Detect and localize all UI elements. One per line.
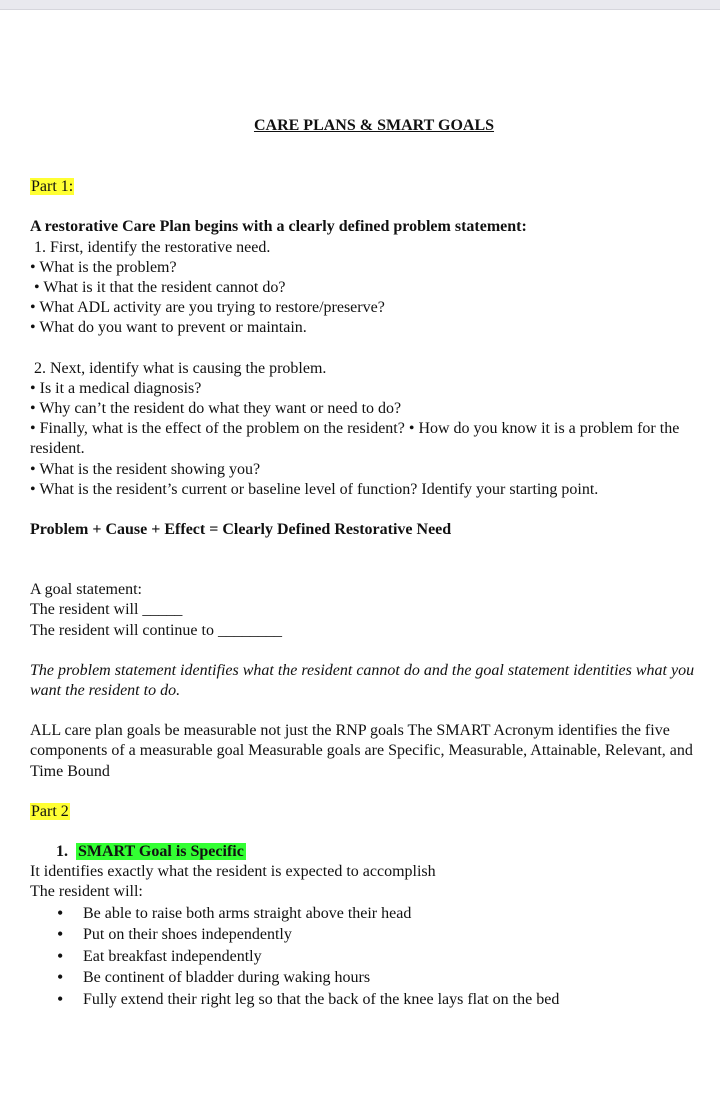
spacer [30, 197, 710, 217]
part2-highlight: Part 2 [31, 802, 69, 820]
goal-line-1-blank: _____ [142, 601, 183, 619]
list-item: • Eat breakfast independently [30, 946, 710, 968]
specific-description: It identifies exactly what the resident is expected to accomplish [30, 863, 436, 881]
list-item: • What do you want to prevent or maintain. [30, 318, 710, 338]
list-item: • Finally, what is the effect of the problem on the resident? • How do you know it is a problem for the resident. [30, 419, 710, 459]
spacer [30, 500, 710, 520]
document-title: CARE PLANS & SMART GOALS [253, 117, 495, 134]
list-item: • What is the problem? [30, 258, 710, 278]
goal-line-1-text: The resident will [30, 601, 143, 619]
list-item: • Be continent of bladder during waking hours [30, 967, 710, 989]
goal-line-2 [30, 621, 710, 641]
list-item: • What ADL activity are you trying to restore/preserve? [30, 298, 710, 318]
list-item: • What is the resident showing you? [30, 460, 710, 480]
goal-statement-label: A goal statement: [30, 581, 142, 599]
specific-intro: The resident will: [30, 883, 143, 901]
problem-heading: A restorative Care Plan begins with a clearly defined problem statement: [30, 218, 527, 236]
part1-highlight: Part 1: [31, 178, 74, 196]
formula-text: Problem + Cause + Effect = Clearly Defined Restorative Need [30, 521, 452, 539]
specific-heading [30, 842, 710, 862]
spacer [30, 641, 710, 661]
part1-label [30, 177, 710, 197]
spacer [30, 540, 710, 580]
list-item: • Be able to raise both arms straight above their head [30, 903, 710, 925]
goal-line-2-blank: ________ [217, 621, 282, 639]
smart-paragraph: ALL care plan goals be measurable not just the RNP goals The SMART Acronym identifies the five components of a measurable goal Measurable goals are Specific, Measurable, Attainable, Relevant, and Time Bound [30, 722, 693, 780]
list-item: • Is it a medical diagnosis? [30, 379, 710, 399]
goal-line-2-text: The resident will continue to [30, 621, 218, 639]
list-item: • Why can’t the resident do what they want or need to do? [30, 399, 710, 419]
goal-line-1 [30, 600, 710, 620]
list-item: • Fully extend their right leg so that the back of the knee lays flat on the bed [30, 989, 710, 1011]
spacer [30, 782, 710, 802]
step1-bullet-list [30, 258, 710, 339]
specific-heading-highlight: SMART Goal is Specific [78, 843, 244, 861]
spacer [30, 339, 710, 359]
document-page [30, 116, 710, 1011]
list-item: • Put on their shoes independently [30, 924, 710, 946]
list-item: • What is it that the resident cannot do? [30, 278, 710, 298]
specific-goal-list [30, 903, 710, 1011]
step2-text: 2. Next, identify what is causing the problem. [34, 359, 327, 377]
specific-number: 1. [56, 843, 68, 861]
spacer [30, 822, 710, 842]
part2-label [30, 802, 710, 822]
italic-note: The problem statement identifies what the resident cannot do and the goal statement identities what you want the resident to do. [30, 661, 695, 700]
spacer [30, 701, 710, 721]
list-item: • What is the resident’s current or baseline level of function? Identify your starting point. [30, 480, 710, 500]
viewer-top-bar [0, 0, 720, 10]
step1-text: 1. First, identify the restorative need. [34, 238, 271, 256]
step2-bullet-list [30, 379, 710, 500]
